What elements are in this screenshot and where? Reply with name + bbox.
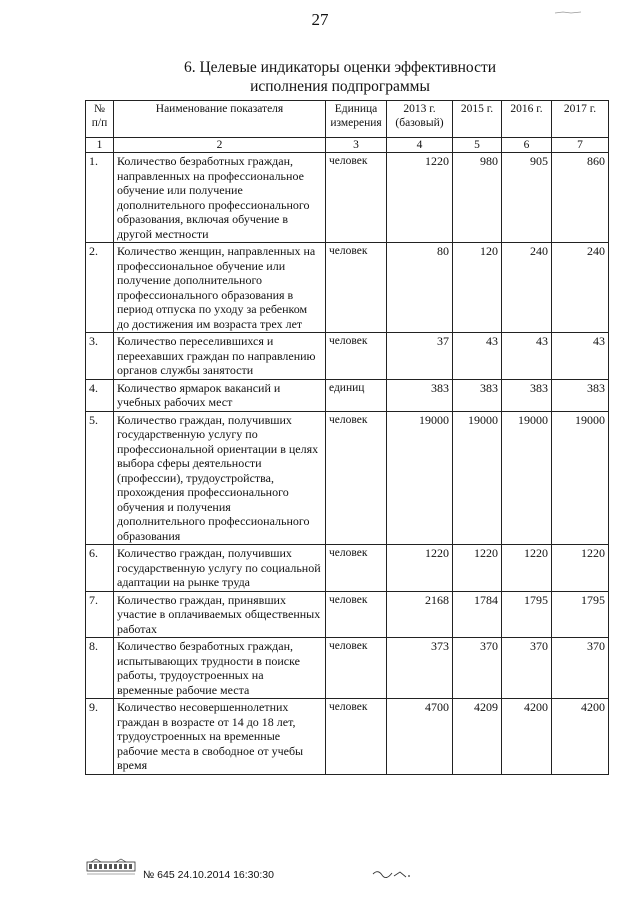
- value-2016: 1220: [502, 545, 552, 592]
- row-number: 1.: [86, 153, 114, 243]
- row-number: 4.: [86, 379, 114, 411]
- value-2013: 19000: [387, 411, 453, 545]
- value-2016: 240: [502, 243, 552, 333]
- value-2015: 4209: [453, 699, 502, 775]
- unit-cell: человек: [326, 699, 387, 775]
- column-number: 7: [552, 138, 609, 153]
- table-header-row: [86, 101, 609, 138]
- row-number: 6.: [86, 545, 114, 592]
- value-2013: 4700: [387, 699, 453, 775]
- header-name: Наименование показателя: [114, 101, 326, 138]
- unit-cell: единиц: [326, 379, 387, 411]
- value-2013: 2168: [387, 591, 453, 638]
- value-2017: 19000: [552, 411, 609, 545]
- value-2015: 370: [453, 638, 502, 699]
- row-number: 7.: [86, 591, 114, 638]
- row-number: 5.: [86, 411, 114, 545]
- header-2016: 2016 г.: [502, 101, 552, 138]
- value-2016: 1795: [502, 591, 552, 638]
- indicator-name: Количество безработных граждан, испытывающих трудности в поиске работы, трудоустроенных на временные рабочие места: [114, 638, 326, 699]
- corner-scan-mark: [553, 10, 583, 16]
- value-2017: 43: [552, 333, 609, 380]
- unit-cell: человек: [326, 411, 387, 545]
- column-number: 5: [453, 138, 502, 153]
- unit-cell: человек: [326, 591, 387, 638]
- unit-cell: человек: [326, 333, 387, 380]
- value-2017: 383: [552, 379, 609, 411]
- row-number: 2.: [86, 243, 114, 333]
- value-2015: 43: [453, 333, 502, 380]
- row-number: 9.: [86, 699, 114, 775]
- column-number-row: [86, 138, 609, 153]
- handwritten-mark: [372, 866, 412, 882]
- column-number: 2: [114, 138, 326, 153]
- value-2015: 383: [453, 379, 502, 411]
- column-number: 4: [387, 138, 453, 153]
- header-no: № п/п: [86, 101, 114, 138]
- indicator-name: Количество женщин, направленных на профессиональное обучение или получение дополнительного профессионального образования в период отпуска по уходу за ребенком до достижения им возраста трех лет: [114, 243, 326, 333]
- table-row: [86, 591, 609, 638]
- unit-cell: человек: [326, 638, 387, 699]
- indicator-name: Количество граждан, принявших участие в оплачиваемых общественных работах: [114, 591, 326, 638]
- table-row: [86, 638, 609, 699]
- value-2015: 19000: [453, 411, 502, 545]
- value-2017: 860: [552, 153, 609, 243]
- value-2016: 4200: [502, 699, 552, 775]
- value-2013: 1220: [387, 153, 453, 243]
- value-2015: 980: [453, 153, 502, 243]
- indicators-table: [85, 100, 609, 775]
- table-row: [86, 545, 609, 592]
- section-title-line2: исполнения подпрограммы: [250, 78, 430, 95]
- section-title: [170, 58, 510, 96]
- table-row: [86, 333, 609, 380]
- row-number: 8.: [86, 638, 114, 699]
- stamp-icon: [86, 858, 136, 876]
- indicator-name: Количество переселившихся и переехавших граждан по направлению органов службы занятости: [114, 333, 326, 380]
- value-2016: 905: [502, 153, 552, 243]
- value-2015: 1784: [453, 591, 502, 638]
- header-2015: 2015 г.: [453, 101, 502, 138]
- value-2017: 1795: [552, 591, 609, 638]
- value-2013: 383: [387, 379, 453, 411]
- header-2013: 2013 г. (базовый): [387, 101, 453, 138]
- header-2017: 2017 г.: [552, 101, 609, 138]
- value-2017: 1220: [552, 545, 609, 592]
- value-2016: 19000: [502, 411, 552, 545]
- indicator-name: Количество ярмарок вакансий и учебных рабочих мест: [114, 379, 326, 411]
- table-row: [86, 243, 609, 333]
- value-2017: 240: [552, 243, 609, 333]
- table-row: [86, 699, 609, 775]
- value-2017: 370: [552, 638, 609, 699]
- unit-cell: человек: [326, 153, 387, 243]
- unit-cell: человек: [326, 545, 387, 592]
- value-2016: 383: [502, 379, 552, 411]
- column-number: 3: [326, 138, 387, 153]
- value-2017: 4200: [552, 699, 609, 775]
- value-2013: 80: [387, 243, 453, 333]
- value-2016: 43: [502, 333, 552, 380]
- indicator-name: Количество безработных граждан, направленных на профессиональное обучение или получение дополнительного профессионального образования, включая обучение в другой местности: [114, 153, 326, 243]
- value-2013: 37: [387, 333, 453, 380]
- header-unit: Единица измерения: [326, 101, 387, 138]
- indicator-name: Количество граждан, получивших государственную услугу по профессиональной ориентации в целях выбора сферы деятельности (профессии), трудоустройства, прохождения профессионального обучения и получения дополнительного профессионального образования: [114, 411, 326, 545]
- column-number: 1: [86, 138, 114, 153]
- value-2015: 120: [453, 243, 502, 333]
- value-2016: 370: [502, 638, 552, 699]
- column-number: 6: [502, 138, 552, 153]
- value-2013: 373: [387, 638, 453, 699]
- table-row: [86, 411, 609, 545]
- indicator-name: Количество граждан, получивших государственную услугу по социальной адаптации на рынке труда: [114, 545, 326, 592]
- unit-cell: человек: [326, 243, 387, 333]
- indicator-name: Количество несовершеннолетних граждан в возрасте от 14 до 18 лет, трудоустроенных на временные рабочие места в свободное от учебы время: [114, 699, 326, 775]
- document-reference: № 645 24.10.2014 16:30:30: [143, 869, 274, 881]
- section-title-line1: 6. Целевые индикаторы оценки эффективности: [183, 59, 497, 76]
- value-2013: 1220: [387, 545, 453, 592]
- row-number: 3.: [86, 333, 114, 380]
- table-row: [86, 153, 609, 243]
- table-row: [86, 379, 609, 411]
- page-number: 27: [311, 10, 329, 29]
- value-2015: 1220: [453, 545, 502, 592]
